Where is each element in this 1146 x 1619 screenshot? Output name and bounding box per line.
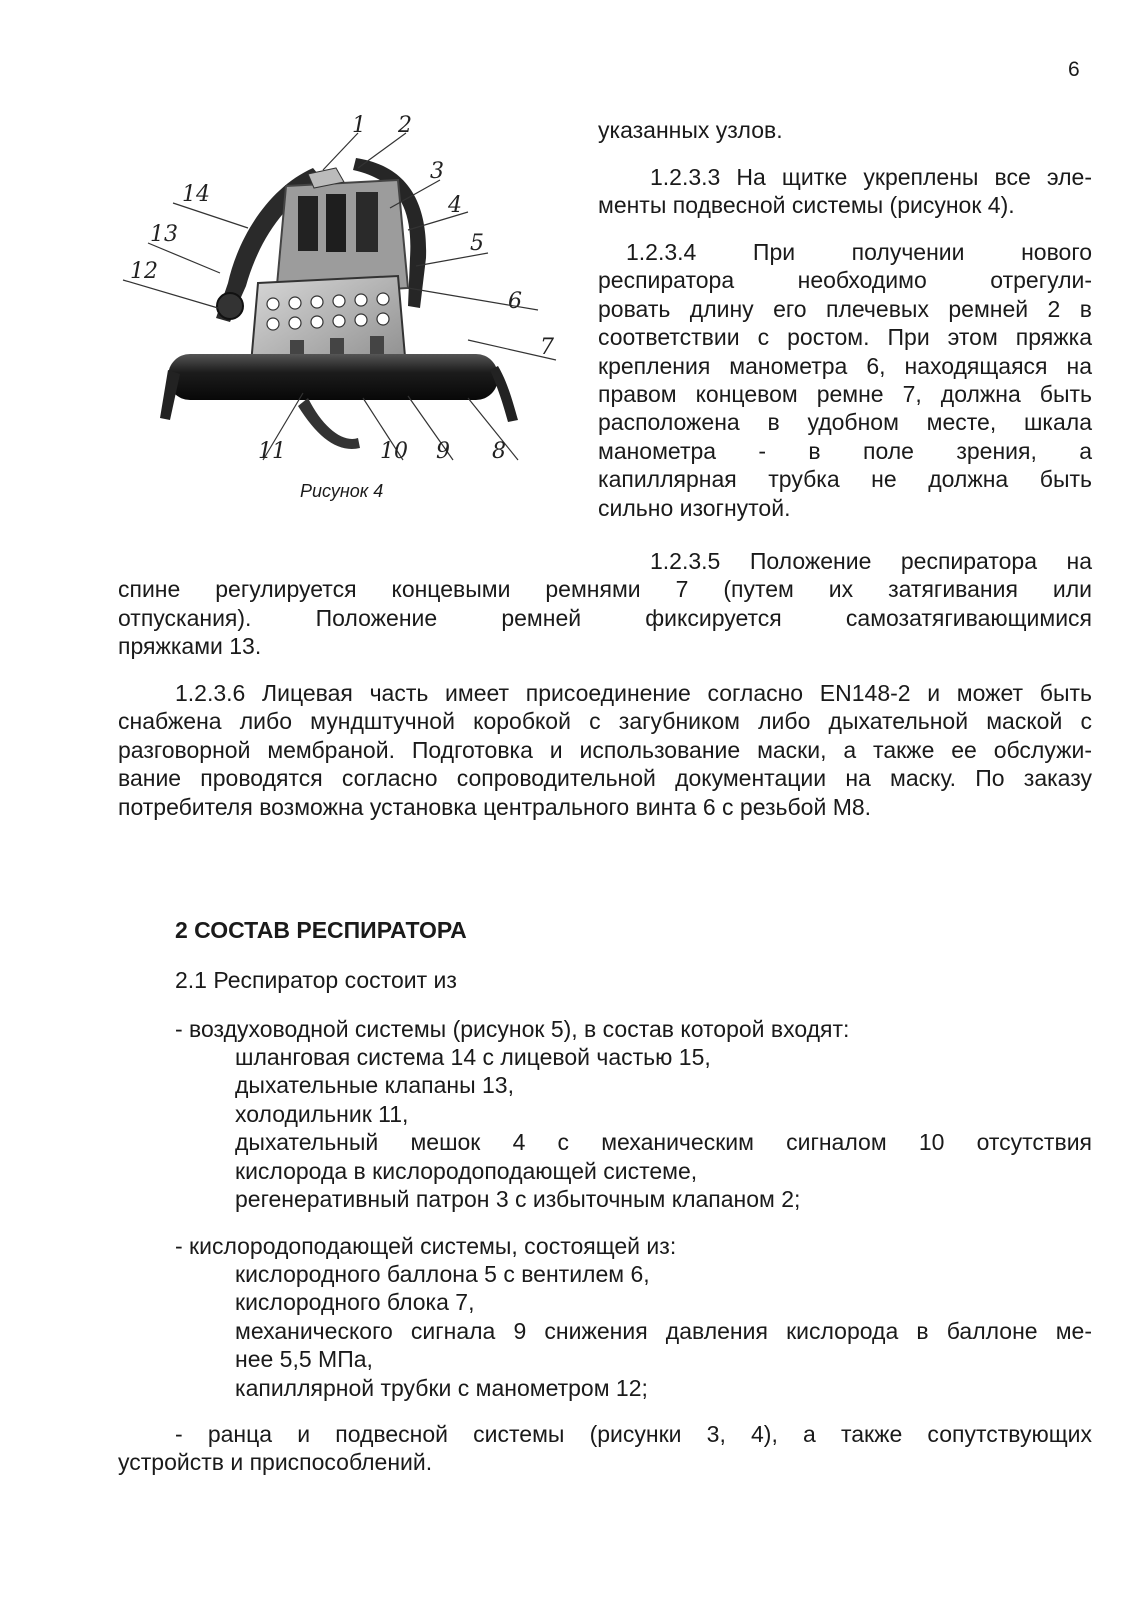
paragraph-1236-line: 1.2.3.6 Лицевая часть имеет присоединение согласно EN148-2 и может быть: [175, 680, 1092, 706]
list-item: регенеративный патрон 3 с избыточным клапаном 2;: [235, 1186, 801, 1213]
list-item: холодильник 11,: [235, 1100, 409, 1127]
paragraph-1236-line: вание проводятся согласно сопроводительной документации на маску. По заказу: [118, 765, 1092, 792]
group3: [118, 1420, 1092, 1477]
callout-7: 7: [540, 335, 554, 360]
callout-14: 14: [182, 182, 210, 207]
callout-3: 3: [430, 159, 444, 184]
section-intro: 2.1 Респиратор состоит из: [175, 967, 457, 993]
group2-lead: - кислородоподающей системы, состоящей из:: [175, 1233, 677, 1259]
callout-2: 2: [398, 113, 412, 138]
paragraph-1233-line-1: 1.2.3.3 На щитке укреплены все эле-: [650, 164, 1092, 190]
list-item: нее 5,5 МПа,: [235, 1346, 373, 1373]
callout-1: 1: [352, 113, 366, 138]
list-item: дыхательные клапаны 13,: [235, 1072, 514, 1099]
group1-items: [235, 1043, 1092, 1213]
paragraph-1234: [598, 238, 1092, 522]
callout-13: 13: [150, 222, 178, 247]
paragraph-1235-line: 1.2.3.5 Положение респиратора на: [650, 548, 1092, 574]
paragraph-1234-line: крепления манометра 6, находящаяся на: [598, 352, 1092, 379]
paragraph-continuation: указанных узлов.: [598, 117, 783, 143]
paragraph-1236-line: снабжена либо мундштучной коробкой с загубником либо дыхательной маской с: [118, 708, 1092, 735]
respirator-illustration: [108, 108, 568, 508]
paragraph-1235-line: отпускания). Положение ремней фиксируется самозатягивающимися: [118, 604, 1092, 631]
paragraph-1234-line: правом концевом ремне 7, должна быть: [598, 381, 1092, 408]
callout-9: 9: [436, 439, 450, 464]
callout-11: 11: [258, 439, 286, 464]
paragraph-1234-line: расположена в удобном месте, шкала: [598, 409, 1092, 436]
list-item: капиллярной трубки с манометром 12;: [235, 1374, 648, 1401]
paragraph-1235-line: пряжками 13.: [118, 633, 262, 660]
group3-line: устройств и приспособлений.: [118, 1449, 433, 1476]
callout-12: 12: [130, 259, 158, 284]
paragraph-1234-line: капиллярная трубка не должна быть: [598, 466, 1092, 493]
callout-8: 8: [492, 439, 506, 464]
group2-items: [235, 1260, 1092, 1402]
list-item: кислородного блока 7,: [235, 1289, 475, 1316]
callout-4: 4: [448, 193, 462, 218]
callout-6: 6: [508, 289, 522, 314]
figure-caption: Рисунок 4: [300, 481, 384, 501]
paragraph-1236-line: разговорной мембраной. Подготовка и использование маски, а также ее обслужи-: [118, 736, 1092, 763]
paragraph-1234-line: сильно изогнутой.: [598, 494, 791, 521]
paragraph-1234-line: 1.2.3.4 При получении нового: [626, 239, 1092, 265]
list-item: шланговая система 14 с лицевой частью 15,: [235, 1044, 711, 1070]
group3-line: - ранца и подвесной системы (рисунки 3, 4), а также сопутствующих: [175, 1421, 1092, 1447]
paragraph-1234-line: респиратора необходимо отрегули-: [598, 267, 1092, 294]
list-item: кислородного баллона 5 с вентилем 6,: [235, 1261, 650, 1287]
callout-10: 10: [380, 439, 408, 464]
paragraph-1234-line: манометра - в поле зрения, а: [598, 437, 1092, 464]
page-number: 6: [1068, 58, 1080, 81]
list-item: механического сигнала 9 снижения давления кислорода в баллоне ме-: [235, 1317, 1092, 1344]
callout-5: 5: [470, 231, 484, 256]
group1-lead: - воздуховодной системы (рисунок 5), в состав которой входят:: [175, 1016, 850, 1042]
respirator-figure: [108, 108, 568, 508]
paragraph-1235-line: спине регулируется концевыми ремнями 7 (путем их затягивания или: [118, 576, 1092, 603]
paragraph-1236: [118, 679, 1092, 821]
paragraph-1233-line-2: менты подвесной системы (рисунок 4).: [598, 192, 1015, 218]
paragraph-1234-line: ровать длину его плечевых ремней 2 в: [598, 295, 1092, 322]
list-item: дыхательный мешок 4 с механическим сигналом 10 отсутствия: [235, 1129, 1092, 1156]
paragraph-1236-line: потребителя возможна установка центрального винта 6 с резьбой М8.: [118, 793, 872, 820]
oxygen-cylinder: [168, 354, 498, 400]
section-heading: 2 СОСТАВ РЕСПИРАТОРА: [175, 917, 467, 943]
list-item: кислорода в кислородоподающей системе,: [235, 1157, 698, 1184]
paragraph-1235: [118, 547, 1092, 661]
paragraph-1234-line: соответствии с ростом. При этом пряжка: [598, 324, 1092, 351]
